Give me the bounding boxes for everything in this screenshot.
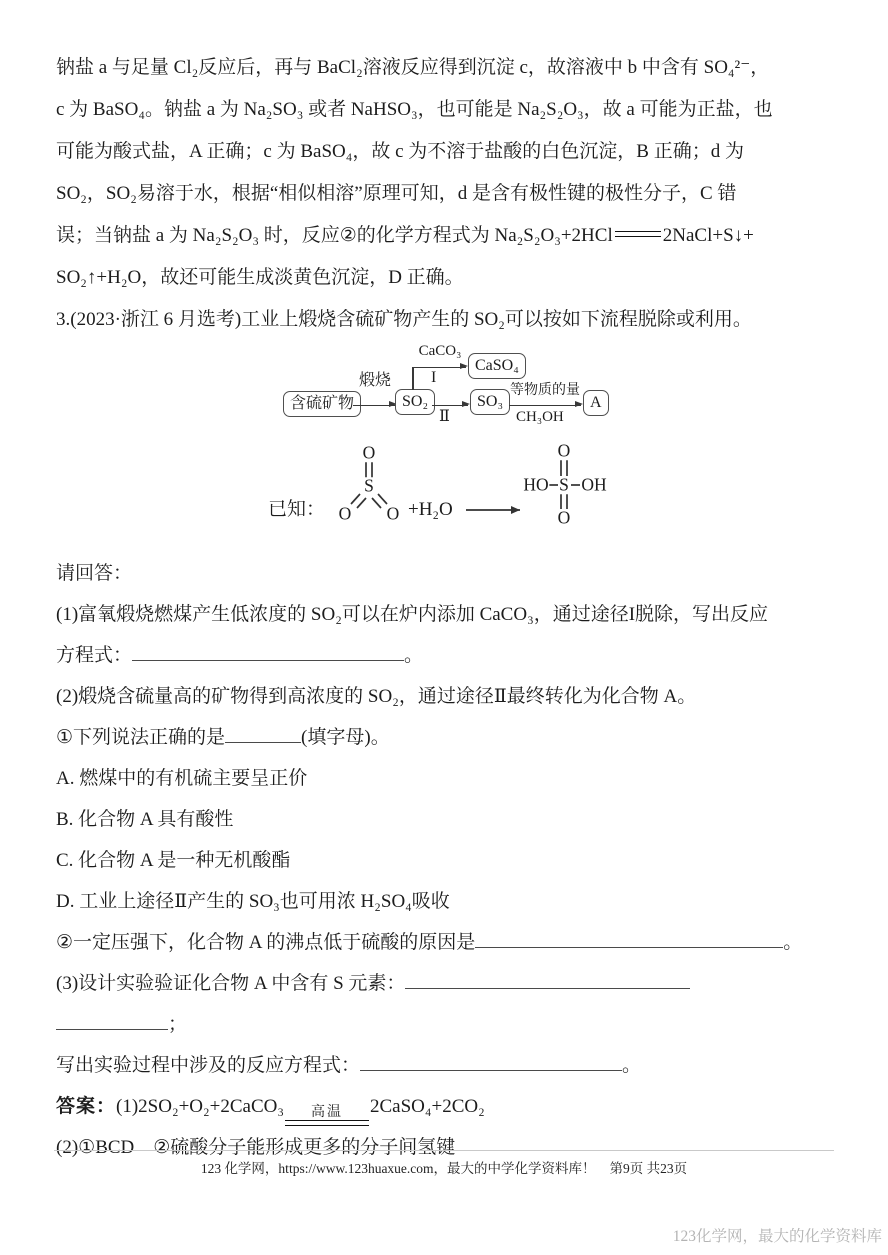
page-footer <box>54 1150 834 1177</box>
h2so4-sulfur: S <box>559 474 569 495</box>
analysis-line-5 <box>56 215 852 257</box>
q2-sub2-prefix: ②一定压强下，化合物 A 的沸点低于硫酸的原因是 <box>56 932 476 953</box>
arrow-calcine <box>353 405 395 406</box>
flow-box-a: A <box>583 390 609 416</box>
label-ch3oh: CH₃OH <box>516 409 564 425</box>
h2so4-oxygen-top: O <box>557 440 571 461</box>
so3-sulfur: S <box>364 475 374 496</box>
flow-box-so3: SO₃ <box>470 389 510 415</box>
arrow-path1 <box>412 367 466 368</box>
answer-blank-equation1 <box>132 640 404 661</box>
label-path1: I <box>431 369 437 386</box>
q1-suffix: 。 <box>404 645 424 666</box>
q3-line2 <box>56 1004 852 1045</box>
flow-box-caso4: CaSO₄ <box>468 353 526 379</box>
q2-sub2 <box>56 922 852 963</box>
q3-eq-line <box>56 1045 852 1086</box>
so3-oxygen-top: O <box>362 442 376 463</box>
answer-label: 答案： <box>56 1096 117 1117</box>
h2so4-oxygen-bottom: O <box>557 507 571 528</box>
arrow-to-a <box>509 405 581 406</box>
q3-prefix: (3)设计实验验证化合物 A 中含有 S 元素： <box>56 973 406 994</box>
label-path2: Ⅱ <box>439 408 450 425</box>
label-equal-amount: 等物质的量 <box>510 383 580 398</box>
answer-eq-left: (1)2SO₂+O₂+2CaCO₃ <box>116 1096 284 1117</box>
q1-line2 <box>56 635 852 676</box>
footer-site-text: 123 化学网，https://www.123huaxue.com，最大的中学化学资料库！ <box>200 1161 596 1176</box>
q3-cont-suffix: ； <box>168 1014 188 1035</box>
h2so4-ho-group: HO <box>523 474 549 495</box>
analysis-line-2: c 为 BaSO₄。钠盐 a 为 Na₂SO₃ 或者 NaHSO₃，也可能是 Na₂S₂O₃，故 a 可能为正盐，也 <box>56 99 773 120</box>
q1-line1: (1)富氧煅烧燃煤产生低浓度的 SO₂可以在炉内添加 CaCO₃，通过途径I脱除，写出反应 <box>56 604 769 625</box>
so3-oxygen-left: O <box>338 503 352 524</box>
answer-blank-experiment <box>405 968 690 989</box>
answer-blank-equation2 <box>360 1050 622 1071</box>
double-equals-sign <box>615 231 661 237</box>
watermark: 123化学网，最大的化学资料库 <box>672 1228 882 1245</box>
option-b: B. 化合物 A 具有酸性 <box>56 809 234 830</box>
q3-line1 <box>56 963 852 1004</box>
option-d: D. 工业上途径Ⅱ产生的 SO₃也可用浓 H₂SO₄吸收 <box>56 891 450 912</box>
q2-sub1 <box>56 717 852 758</box>
footer-page-number: 第9页 共23页 <box>609 1161 688 1176</box>
q2-sub2-suffix: 。 <box>783 932 803 953</box>
q3-eq-suffix: 。 <box>622 1055 642 1076</box>
known-reaction-figure <box>268 435 648 541</box>
answer-line-2: (2)①BCD ②硫酸分子能形成更多的分子间氢键 <box>56 1137 456 1158</box>
analysis-line-3: 可能为酸式盐，A 正确；c 为 BaSO₄，故 c 为不溶于盐酸的白色沉淀，B 正确；d 为 <box>56 141 744 162</box>
condition-equals <box>285 1105 369 1126</box>
label-caco3: CaCO₃ <box>418 343 462 359</box>
condition-text: 高温 <box>310 1105 343 1120</box>
analysis-line-1: 钠盐 a 与足量 Cl₂反应后，再与 BaCl₂溶液反应得到沉淀 c，故溶液中 b 中含有 SO₄²⁻， <box>56 57 770 78</box>
q2-sub1-prefix: ①下列说法正确的是 <box>56 727 226 748</box>
answer-prompt: 请回答： <box>56 563 133 584</box>
analysis-line-4: SO₂，SO₂易溶于水，根据“相似相溶”原理可知，d 是含有极性键的极性分子，C 错 <box>56 183 737 204</box>
q2-sub1-suffix: (填字母)。 <box>301 727 390 748</box>
answer-blank-experiment-cont <box>56 1009 168 1030</box>
q1-prefix: 方程式： <box>56 645 133 666</box>
known-label: 已知： <box>268 499 326 520</box>
answer-line-1 <box>56 1086 852 1127</box>
answer-eq-right: 2CaSO₄+2CO₂ <box>369 1096 485 1117</box>
connector-line <box>412 367 414 390</box>
arrow-path2 <box>432 405 468 406</box>
q2-line: (2)煅烧含硫量高的矿物得到高浓度的 SO₂，通过途径Ⅱ最终转化为化合物 A。 <box>56 686 697 707</box>
h2so4-oh-group: OH <box>581 474 607 495</box>
analysis-line-6: SO₂↑+H₂O，故还可能生成淡黄色沉淀，D 正确。 <box>56 267 464 288</box>
equation-left: 误；当钠盐 a 为 Na₂S₂O₃ 时，反应②的化学方程式为 Na₂S₂O₃+2HCl <box>56 225 613 246</box>
flow-diagram <box>283 343 613 431</box>
equation-right: 2NaCl+S↓+ <box>662 225 754 246</box>
option-a: A. 燃煤中的有机硫主要呈正价 <box>56 768 308 789</box>
plus-h2o: +H₂O <box>408 499 453 520</box>
option-c: C. 化合物 A 是一种无机酸酯 <box>56 850 291 871</box>
flow-box-sulfur-ore: 含硫矿物 <box>283 391 361 417</box>
q3-eq-prefix: 写出实验过程中涉及的反应方程式： <box>56 1055 361 1076</box>
flow-box-so2: SO₂ <box>395 389 435 415</box>
answer-blank-reason <box>475 927 783 948</box>
double-line <box>285 1120 369 1126</box>
so3-oxygen-right: O <box>386 503 400 524</box>
label-calcine: 煅烧 <box>358 372 391 389</box>
answer-blank-letters <box>225 722 301 743</box>
question3-stem: 3.(2023·浙江 6 月选考)工业上煅烧含硫矿物产生的 SO₂可以按如下流程脱除或利用。 <box>56 309 752 330</box>
